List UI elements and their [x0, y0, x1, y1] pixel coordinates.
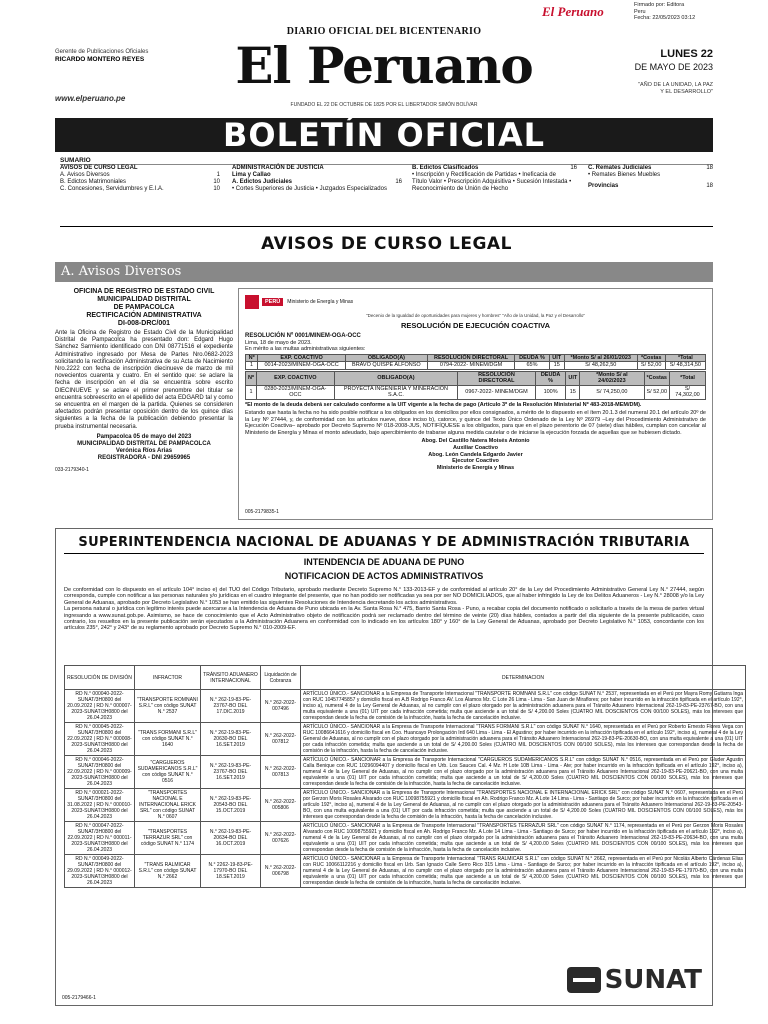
cell-det: ARTÍCULO ÚNICO.- SANCIONAR a la Empresa de Transporte Internacional "TRANS FORMANI S.R.L" con código SUNAT N.° 1640, representada en el Perú por Roberto Ernesto Flores Vega con RUC 10086641616 y domicilio fiscal en Coo. Huancayo Prolongación Intl 640 Lima - Lima - El Agustino; por haber incurrido en la infracción tipificada en el artículo 192°, inciso a), numeral 4 de la Ley General de Aduanas, al no cumplir con el plazo otorgado por la administración aduanera para el Tránsito Aduanero Internacional 262-19-83-PE-20630-BO, con una multa equivalente a una (01) UIT por cada infracción cometida; multa que asciende a un total de S/ 4,200.00 Soles (CUATRO MIL DOSCIENTOS CON 00/100 SOLES), más los intereses que correspondan desde la fecha de comisión de la infracción, hasta la fecha de cancelación inclusive.	[301, 723, 746, 756]
cell-liq: N.° 262-2022-006798	[261, 855, 301, 888]
oficina-body: Ante la Oficina de Registro de Estado Civil de la Municipalidad Distrital de Pampacolca ha presentado don: Edgard Hugo Sánchez Sarmiento identificado con DNI 08771516 el expediente Administrativo ingresado por Mesa de Partes Nro.0682-2023 solicitando la rectificación Administrativa de su Acta de Nacimiento Nro.2222 con fecha de inscripción diecinueve de marzo de mil novecientos cuarenta y cuatro. En el sentido que: se aclare la fecha de inscripción en el día se encuentra sobre escrito DIECINUEVE y se aclare el primer prenombre del titular se encuentra sobreescrito en el apellido del acta EDGARD tal y como se encuentra en el margen de la partida. Quienes se consideren afectados podrán presentar oposición dentro de los quince días siguientes a la fecha de la publicación debiendo presentar la prueba instrumental necesaria.	[55, 330, 233, 430]
table-row: 1 0280-2023/MINEM-OGA-OCC PROYECTA INGENIERÍA Y MINERACIÓN S.A.C. 0967-2022- MINEM/DGM 100% 15 S/ 74,250,00 S/ 52,00 S/ 74,302,00	[246, 385, 706, 399]
cell-inf: "TRANSPORTE ROMNANI S.R.L" con código SUNAT N.° 2537	[135, 690, 201, 723]
sunat-mark-icon	[567, 967, 601, 993]
cell-det: ARTÍCULO ÚNICO.- SANCIONAR a la Empresa de Transporte Internacional "TRANS RALMICAR S.R.L" con código SUNAT N.° 2662, representada en el Perú por Nicolás Alberto Cárdenas Elias con RUC 10066112216 y domicilio fiscal en Urb. San Ignacio Calle Serro Rico 315 Lima - Lima - Santiago de Surco; por haber incurrido en la infracción tipificada en el artículo 192°, inciso a), numeral 4 de la Ley General de Aduanas, al no cumplir con el plazo otorgado por la administración aduanera para el Tránsito Aduanero Internacional 262-19-83-PE-17970-BO, con una multa equivalente a una (01) UIT por cada infracción cometida; multa que asciende a un total de S/ 4,200.00 Soles (CUATRO MIL DOSCIENTOS CON 00/100 SOLES), más los intereses que correspondan desde la fecha de comisión de la infracción, hasta la fecha de cancelación inclusive.	[301, 855, 746, 888]
section-title: AVISOS DE CURSO LEGAL	[261, 234, 512, 254]
minem-notice: PERÚ Ministerio de Energía y Minas "Decenio de la Igualdad de oportunidades para mujeres y hombres" "Año de la Unidad, la Paz y el Desarrollo" RESOLUCIÓN DE EJECUCIÓN COACTIVA RESOLUCIÓN Nº 0001/MINEM-OGA-OCC Lima, 18 de mayo de 2023. En mérito a las multas administrativas siguientes: Nº EXP. COACTIVO OBLIGADO(A) RESOLUCIÓN DIRECTORAL DEUDA % UIT *Monto S/ al 26/01/2023 *Costas *Total 1 0014-2023/MINEM-OGA-OCC BRAVO QUISPE ALFONSO 0794-2022- MINEM/DGM 65% 15 S/ 48,262,50 S/ 52,00 S/ 48,314,50 Nº EXP. COACTIVO OBLIGADO(A) RESOLUCIÓN DIRECTORAL DEUDA % UIT *Monto S/ al 24/02/2023 *Costas *Total 1 0280-2023/MINEM-OGA-OCC PROYECTA INGENIERÍA Y MINERACIÓN S.A.C. 0967-2022- MINEM/DGM 100% 15 S/ 74,250,00 S/ 52,00 S/ 74,302,00 *El monto de la deuda deberá ser calculado conforme a la UIT vigente a la fecha de pago (Artículo 3º de la Resolución Ministerial Nº 483-2018-MEM/DM). Estando que hasta la fecha no ha sido posible notificar a los obligados en los domicilios por ellos consignados, a mérito de lo dispuesto en el ítem 20.1.3 del numeral 20.1 del artículo 20º de la Ley Nº 27444, y, de conformidad con los artículos nueve, doce inciso b), catorce, y quince del Texto Único Ordenado de la Ley Nº 26979 –Ley del Procedimiento Administrativo de Ejecución Coactiva– aprobado por Decreto Supremo Nº 018-2008-JUS, NOTIFÍQUESE a los obligados, para que en el plazo perentorio de 07 (siete) días hábiles, cumplan con cancelar al Ministerio de Energía y Minas el monto adeudado, bajo apercibimiento de trabarse alguna medida cautelar o de iniciarse la ejecución forzada de aquellas que se hubiesen dictado. Abog. Del Castillo Natera Moisés Antonio Auxiliar Coactivo Abog. León Candela Edgardo Javier Ejecutor Coactivo Ministerio de Energía y Minas 005-2179835-1	[238, 288, 713, 520]
table-row: 1 0014-2023/MINEM-OGA-OCC BRAVO QUISPE ALFONSO 0794-2022- MINEM/DGM 65% 15 S/ 48,262,50 S/ 52,00 S/ 48,314,50	[246, 362, 706, 370]
table-row	[65, 822, 746, 855]
minem-header: PERÚ Ministerio de Energía y Minas	[245, 293, 706, 311]
boletin-banner: BOLETÍN OFICIAL	[55, 118, 713, 152]
sunat-table: RESOLUCIÓN DE DIVISIÓN INFRACTOR TRÁNSITO ADUANERO INTERNACIONAL Liquidación de Cobranza DETERMINACION RD N.° 000040-2022-SUNAT/3H0800 del 20.09.2022 | RD N.° 000007-2023-SUNAT/3H0800 del 26.04.2023 "TRANSPORTE ROMNANI S.R.L" con código SUNAT N.° 2537 N.° 262-19-83-PE-23767-BO DEL 17.DIC.2019 N.° 262-2022-007496 ARTÍCULO ÚNICO.- SANCIONAR a la Empresa de Transporte Internacional "TRANSPORTE ROMNANI S.R.L" con código SUNAT N.° 2537, representada en el Perú por Mayra Romy Gutiarra Inga con RUC 10457745857 y domicilio fiscal en A.B Rodrigo Franco AV. Los Álamos Mz. C Lote 26 Lima - Lima - San Juan de Miraflores; por haber incurrido en la infracción tipificada en el artículo 192°, inciso a), numeral 4 de la Ley General de Aduanas, al no cumplir con el plazo otorgado por la administración aduanera para el Tránsito Aduanero Internacional 262-19-83-PE-23767-BO, con una multa equivalente a una (01) UIT por cada infracción cometida; multa que asciende a un total de S/ 4,200.00 Soles (CUATRO MIL DOSCIENTOS CON 00/100 SOLES), más los intereses que correspondan desde la fecha de comisión de la infracción, hasta la fecha de cancelación inclusive. RD N.° 000045-2022-SUNAT/3H0800 del 22.09.2022 | RD N.° 000008-2023-SUNAT/3H0800 del 26.04.2023 "TRANS FORMANI S.R.L" con código SUNAT N.° 1640 N.° 262-19-83-PE-20630-BO DEL 16.SET.2019 N.° 262-2022-007812 ARTÍCULO ÚNICO.- SANCIONAR a la Empresa de Transporte Internacional "TRANS FORMANI S.R.L" con código SUNAT N.° 1640, representada en el Perú por Roberto Ernesto Flores Vega con RUC 10086641616 y domicilio fiscal en Coo. Huancayo Prolongación Intl 640 Lima - Lima - El Agustino; por haber incurrido en la infracción tipificada en el artículo 192°, inciso a), numeral 4 de la Ley General de Aduanas, al no cumplir con el plazo otorgado por la administración aduanera para el Tránsito Aduanero Internacional 262-19-83-PE-20630-BO, con una multa equivalente a una (01) UIT por cada infracción cometida; multa que asciende a un total de S/ 4,200.00 Soles (CUATRO MIL DOSCIENTOS CON 00/100 SOLES), más los intereses que correspondan desde la fecha de comisión de la infracción, hasta la fecha de cancelación inclusive. RD N.° 000046-2022-SUNAT/3H0800 del 22.09.2022 | RD N.° 000009-2023-SUNAT/3H0800 del 26.04.2023 "CARGUEROS SUDAMERICANOS S.R.L" con código SUNAT N.° 0516 N.° 262-19-83-PE-23767-BO DEL 16.SET.2019 N.° 262-2022-007813 ARTÍCULO ÚNICO.- SANCIONAR a la Empresa de Transporte Internacional "CARGUEROS SUDAMERICANOS S.R.L" con código SUNAT N.° 0516, representada en el Perú por Gluder Agustin Calla Benique con RUC 10296094407 y domicilio fiscal en Urb. Los Sauces Cal. 4 Mz. H Lote 10B Lima - Lima - Ate; por haber incurrido en la infracción tipificada en el artículo 192°, inciso a), numeral 4 de la Ley General de Aduanas, al no cumplir con el plazo otorgado por la administración aduanera para el Tránsito Aduanero Internacional 262-19-83-PE-20621-BO, con una multa equivalente a una (01) UIT por cada infracción cometida; multa que asciende a un total de S/ 4,200.00 Soles (CUATRO MIL DOSCIENTOS CON 00/100 SOLES), más los intereses que correspondan desde la fecha de comisión de la infracción, hasta la fecha de cancelación inclusive. RD N.° 000021-2022-SUNAT/3H0800 del 31.08.2022 | RD N.° 000010-2023-SUNAT/3H0800 del 26.04.2023 "TRANSPORTES NACIONAL E INTERNACIONAL ERICK SRL" con código SUNAT N.° 0607 N.° 262-19-83-PE-20543-BO DEL 15.OCT.2019 N.° 262-2022-005806 ARTÍCULO ÚNICO.- SANCIONAR a la Empresa de Transporte Internacional "TRANSPORTES NACIONAL E INTERNACIONAL ERICK SRL" con código SUNAT N.° 0607, representada en el Perú por Gerzon Moris Rosales Alvarado con RUC 10098755921 y domicilio fiscal en Ah. Rodrigo Franco Mz. A Lote 14 Lima - Lima - Santiago de Surco; por haber incurrido en la infracción tipificada en el artículo 192°, inciso a), numeral 4 de la Ley General de Aduanas, al no cumplir con el plazo otorgado por la administración aduanera para el Tránsito Aduanero Internacional 262-19-83-PE-20543-BO, con una multa equivalente a una (01) UIT por cada infracción cometida; multa que asciende a un total de S/ 4,200.00 Soles (CUATRO MIL DOSCIENTOS CON 00/100 SOLES), más los intereses que correspondan desde la fecha de comisión de la infracción, hasta la fecha de cancelación inclusive. RD N.° 000047-2022-SUNAT/3H0800 del 22.09.2022 | RD N.° 000011-2023-SUNAT/3H0800 del 26.04.2023 "TRANSPORTES TERRAZUR SRL" con código SUNAT N.° 1174 N.° 262-19-83-PE-20634-BO DEL 16.OCT.2019 N.° 262-2022-007626 ARTÍCULO ÚNICO.- SANCIONAR a la Empresa de Transporte Internacional "TRANSPORTES TERRAZUR SRL" con código SUNAT N.° 1174, representada en el Perú por Gerzon Moris Rosales Alvarado con RUC 10098755921 y domicilio fiscal en Ah. Rodrigo Franco Mz. A Lote 14 Lima - Lima - Santiago de Surco; por haber incurrido en la infracción tipificada en el artículo 192°, inciso a), numeral 4 de la Ley General de Aduanas, al no cumplir con el plazo otorgado por la administración aduanera para el Tránsito Aduanero Internacional 262-19-83-PE-20634-BO, con una multa equivalente a una (01) UIT por cada infracción cometida; multa que asciende a un total de S/ 4,200.00 Soles (CUATRO MIL DOSCIENTOS CON 00/100 SOLES), más los intereses que correspondan desde la fecha de comisión de la infracción, hasta la fecha de cancelación inclusive. RD N.° 000049-2022-SUNAT/3H0800 del 29.09.2022 | RD N.° 000012-2023-SUNAT/3H0800 del 26.04.2023 "TRANS RALMICAR S.R.L" con código SUNAT N.° 2662 N.° 2262-19-83-PE-17970-BO DEL 18.SET.2019 N.° 262-2022-006798 ARTÍCULO ÚNICO.- SANCIONAR a la Empresa de Transporte Internacional "TRANS RALMICAR S.R.L" con código SUNAT N.° 2662, representada en el Perú por Nicolás Alberto Cárdenas Elias con RUC 10066112216 y domicilio fiscal en Urb. San Ignacio Calle Serro Rico 315 Lima - Lima - Santiago de Surco; por haber incurrido en la infracción tipificada en el artículo 192°, inciso a), numeral 4 de la Ley General de Aduanas, al no cumplir con el plazo otorgado por la administración aduanera para el Tránsito Aduanero Internacional 262-19-83-PE-17970-BO, con una multa equivalente a una (01) UIT por cada infracción cometida; multa que asciende a un total de S/ 4,200.00 Soles (CUATRO MIL DOSCIENTOS CON 00/100 SOLES), más los intereses que correspondan desde la fecha de comisión de la infracción, hasta la fecha de cancelación inclusive.	[64, 665, 746, 888]
cell-liq: N.° 262-2022-007813	[261, 756, 301, 789]
cell-res: RD N.° 000045-2022-SUNAT/3H0800 del 22.09.2022 | RD N.° 000008-2023-SUNAT/3H0800 del 26.04.2023	[65, 723, 135, 756]
cell-res: RD N.° 000047-2022-SUNAT/3H0800 del 22.09.2022 | RD N.° 000011-2023-SUNAT/3H0800 del 26.04.2023	[65, 822, 135, 855]
sumario-item[interactable]: A. Edictos Judiciales 16	[232, 179, 402, 185]
avisos-band: A. Avisos Diversos	[55, 262, 713, 282]
issue-date: LUNES 22 DE MAYO DE 2023 "AÑO DE LA UNIDAD, LA PAZ Y EL DESARROLLO"	[634, 48, 713, 95]
sumario-label: SUMARIO	[60, 157, 91, 164]
sumario	[60, 157, 713, 205]
cell-tai: N.° 262-19-83-PE-23767-BO DEL 17.DIC.2019	[201, 690, 261, 723]
cell-res: RD N.° 000040-2022-SUNAT/3H0800 del 20.09.2022 | RD N.° 000007-2023-SUNAT/3H0800 del 26.04.2023	[65, 690, 135, 723]
cell-liq: N.° 262-2022-007496	[261, 690, 301, 723]
masthead	[55, 22, 713, 112]
cell-inf: "CARGUEROS SUDAMERICANOS S.R.L" con código SUNAT N.° 0516	[135, 756, 201, 789]
site-url[interactable]: www.elperuano.pe	[55, 94, 126, 103]
sumario-item[interactable]: B. Edictos Matrimoniales 10	[60, 179, 220, 185]
diario-label: DIARIO OFICIAL DEL BICENTENARIO	[286, 26, 482, 37]
sumario-item: • Cortes Superiores de Justicia • Juzgados Especializados	[232, 186, 387, 192]
sunat-title: SUPERINTENDENCIA NACIONAL DE ADUANAS Y DE ADMINISTRACIÓN TRIBUTARIA	[64, 535, 704, 554]
minem-signatures: Abog. Del Castillo Natera Moisés Antonio Auxiliar Coactivo Abog. León Candela Edgardo Javier Ejecutor Coactivo Ministerio de Energía y Minas	[421, 438, 530, 472]
sumario-item[interactable]: A. Avisos Diversos 1	[60, 172, 220, 178]
cell-tai: N.° 262-19-83-PE-23767-BO DEL 16.SET.2019	[201, 756, 261, 789]
sunat-notice: SUPERINTENDENCIA NACIONAL DE ADUANAS Y DE ADMINISTRACIÓN TRIBUTARIA INTENDENCIA DE ADUANA DE PUNO NOTIFICACION DE ACTOS ADMINISTRATIVOS De conformidad con lo dispuesto en el artículo 104° inciso e) del TUO del Código Tributario, aprobado mediante Decreto Supremo N.° 133-2013-EF y de conformidad al artículo 20° de la Ley del Procedimiento Administrativo General Ley N.° 27444, según corresponda, cumple con notificar a las personas naturales y/o jurídicas en el cuadro integrante del presente, que no han podido ser notificadas ya sea por ser NO DOMICILIADOS, que al haber infringido la Ley de los Delitos Aduaneros - Ley N.° 28008 y/o la Ley General de Aduanas, aprobado por Decreto Legislativo N.° 1053 se han emitido las siguientes Resoluciones de Intendencia decretando los actos administrativos. La persona natural o jurídica con legítimo interés puede acercarse a la Intendencia de Aduana de Puno ubicada en la Av. Santa Rosa N.° 475, Barrio Santa Rosa - Puno, a recabar copia del documento notificado o solicitarlo a través de la mesa de partes virtual ingresando a www.sunat.gob.pe. Asimismo, se hace de conocimiento que el Acto Administrativo objeto de notificación podrá ser reclamado dentro del término de veinte (20) días hábiles, contados a partir del día siguiente de la presente publicación, caso contrario, los resueltos en la presente publicación serán ejecutados a la Administración Aduanera en conformidad con lo indicado en los artículos 180° y 160° de la Ley General de Aduanas, aprobado por Decreto Legislativo N.° 1053, concordante con los artículos 235°, 242° y 243° de su reglamento aprobado por Decreto Supremo N.° 010-2009-EF. RESOLUCIÓN DE DIVISIÓN INFRACTOR TRÁNSITO ADUANERO INTERNACIONAL Liquidación de Cobranza DETERMINACION RD N.° 000040-2022-SUNAT/3H0800 del 20.09.2022 | RD N.° 000007-2023-SUNAT/3H0800 del 26.04.2023 "TRANSPORTE ROMNANI S.R.L" con código SUNAT N.° 2537 N.° 262-19-83-PE-23767-BO DEL 17.DIC.2019 N.° 262-2022-007496 ARTÍCULO ÚNICO.- SANCIONAR a la Empresa de Transporte Internacional "TRANSPORTE ROMNANI S.R.L" con código SUNAT N.° 2537, representada en el Perú por Mayra Romy Gutiarra Inga con RUC 10457745857 y domicilio fiscal en A.B Rodrigo Franco AV. Los Álamos Mz. C Lote 26 Lima - Lima - San Juan de Miraflores; por haber incurrido en la infracción tipificada en el artículo 192°, inciso a), numeral 4 de la Ley General de Aduanas, al no cumplir con el plazo otorgado por la administración aduanera para el Tránsito Aduanero Internacional 262-19-83-PE-23767-BO, con una multa equivalente a una (01) UIT por cada infracción cometida; multa que asciende a un total de S/ 4,200.00 Soles (CUATRO MIL DOSCIENTOS CON 00/100 SOLES), más los intereses que correspondan desde la fecha de comisión de la infracción, hasta la fecha de cancelación inclusive. RD N.° 000045-2022-SUNAT/3H0800 del 22.09.2022 | RD N.° 000008-2023-SUNAT/3H0800 del 26.04.2023 "TRANS FORMANI S.R.L" con código SUNAT N.° 1640 N.° 262-19-83-PE-20630-BO DEL 16.SET.2019 N.° 262-2022-007812 ARTÍCULO ÚNICO.- SANCIONAR a la Empresa de Transporte Internacional "TRANS FORMANI S.R.L" con código SUNAT N.° 1640, representada en el Perú por Roberto Ernesto Flores Vega con RUC 10086641616 y domicilio fiscal en Coo. Huancayo Prolongación Intl 640 Lima - Lima - El Agustino; por haber incurrido en la infracción tipificada en el artículo 192°, inciso a), numeral 4 de la Ley General de Aduanas, al no cumplir con el plazo otorgado por la administración aduanera para el Tránsito Aduanero Internacional 262-19-83-PE-20630-BO, con una multa equivalente a una (01) UIT por cada infracción cometida; multa que asciende a un total de S/ 4,200.00 Soles (CUATRO MIL DOSCIENTOS CON 00/100 SOLES), más los intereses que correspondan desde la fecha de comisión de la infracción, hasta la fecha de cancelación inclusive. RD N.° 000046-2022-SUNAT/3H0800 del 22.09.2022 | RD N.° 000009-2023-SUNAT/3H0800 del 26.04.2023 "CARGUEROS SUDAMERICANOS S.R.L" con código SUNAT N.° 0516 N.° 262-19-83-PE-23767-BO DEL 16.SET.2019 N.° 262-2022-007813 ARTÍCULO ÚNICO.- SANCIONAR a la Empresa de Transporte Internacional "CARGUEROS SUDAMERICANOS S.R.L" con código SUNAT N.° 0516, representada en el Perú por Gluder Agustin Calla Benique con RUC 10296094407 y domicilio fiscal en Urb. Los Sauces Cal. 4 Mz. H Lote 10B Lima - Lima - Ate; por haber incurrido en la infracción tipificada en el artículo 192°, inciso a), numeral 4 de la Ley General de Aduanas, al no cumplir con el plazo otorgado por la administración aduanera para el Tránsito Aduanero Internacional 262-19-83-PE-20621-BO, con una multa equivalente a una (01) UIT por cada infracción cometida; multa que asciende a un total de S/ 4,200.00 Soles (CUATRO MIL DOSCIENTOS CON 00/100 SOLES), más los intereses que correspondan desde la fecha de comisión de la infracción, hasta la fecha de cancelación inclusive. RD N.° 000021-2022-SUNAT/3H0800 del 31.08.2022 | RD N.° 000010-2023-SUNAT/3H0800 del 26.04.2023 "TRANSPORTES NACIONAL E INTERNACIONAL ERICK SRL" con código SUNAT N.° 0607 N.° 262-19-83-PE-20543-BO DEL 15.OCT.2019 N.° 262-2022-005806 ARTÍCULO ÚNICO.- SANCIONAR a la Empresa de Transporte Internacional "TRANSPORTES NACIONAL E INTERNACIONAL ERICK SRL" con código SUNAT N.° 0607, representada en el Perú por Gerzon Moris Rosales Alvarado con RUC 10098755921 y domicilio fiscal en Ah. Rodrigo Franco Mz. A Lote 14 Lima - Lima - Santiago de Surco; por haber incurrido en la infracción tipificada en el artículo 192°, inciso a), numeral 4 de la Ley General de Aduanas, al no cumplir con el plazo otorgado por la administración aduanera para el Tránsito Aduanero Internacional 262-19-83-PE-20543-BO, con una multa equivalente a una (01) UIT por cada infracción cometida; multa que asciende a un total de S/ 4,200.00 Soles (CUATRO MIL DOSCIENTOS CON 00/100 SOLES), más los intereses que correspondan desde la fecha de comisión de la infracción, hasta la fecha de cancelación inclusive. RD N.° 000047-2022-SUNAT/3H0800 del 22.09.2022 | RD N.° 000011-2023-SUNAT/3H0800 del 26.04.2023 "TRANSPORTES TERRAZUR SRL" con código SUNAT N.° 1174 N.° 262-19-83-PE-20634-BO DEL 16.OCT.2019 N.° 262-2022-007626 ARTÍCULO ÚNICO.- SANCIONAR a la Empresa de Transporte Internacional "TRANSPORTES TERRAZUR SRL" con código SUNAT N.° 1174, representada en el Perú por Gerzon Moris Rosales Alvarado con RUC 10098755921 y domicilio fiscal en Ah. Rodrigo Franco Mz. A Lote 14 Lima - Lima - Santiago de Surco; por haber incurrido en la infracción tipificada en el artículo 192°, inciso a), numeral 4 de la Ley General de Aduanas, al no cumplir con el plazo otorgado por la administración aduanera para el Tránsito Aduanero Internacional 262-19-83-PE-20634-BO, con una multa equivalente a una (01) UIT por cada infracción cometida; multa que asciende a un total de S/ 4,200.00 Soles (CUATRO MIL DOSCIENTOS CON 00/100 SOLES), más los intereses que correspondan desde la fecha de comisión de la infracción, hasta la fecha de cancelación inclusive. RD N.° 000049-2022-SUNAT/3H0800 del 29.09.2022 | RD N.° 000012-2023-SUNAT/3H0800 del 26.04.2023 "TRANS RALMICAR S.R.L" con código SUNAT N.° 2662 N.° 2262-19-83-PE-17970-BO DEL 18.SET.2019 N.° 262-2022-006798 ARTÍCULO ÚNICO.- SANCIONAR a la Empresa de Transporte Internacional "TRANS RALMICAR S.R.L" con código SUNAT N.° 2662, representada en el Perú por Nicolás Alberto Cárdenas Elias con RUC 10066112216 y domicilio fiscal en Urb. San Ignacio Calle Serro Rico 315 Lima - Lima - Santiago de Surco; por haber incurrido en la infracción tipificada en el artículo 192°, inciso a), numeral 4 de la Ley General de Aduanas, al no cumplir con el plazo otorgado por la administración aduanera para el Tránsito Aduanero Internacional 262-19-83-PE-17970-BO, con una multa equivalente a una (01) UIT por cada infracción cometida; multa que asciende a un total de S/ 4,200.00 Soles (CUATRO MIL DOSCIENTOS CON 00/100 SOLES), más los intereses que correspondan desde la fecha de comisión de la infracción, hasta la fecha de cancelación inclusive. 005-2179466-1 SUNAT	[55, 528, 713, 1006]
table-row	[65, 756, 746, 789]
cell-det: ARTÍCULO ÚNICO.- SANCIONAR a la Empresa de Transporte Internacional "CARGUEROS SUDAMERICANOS S.R.L" con código SUNAT N.° 0516, representada en el Perú por Gluder Agustin Calla Benique con RUC 10296094407 y domicilio fiscal en Urb. Los Sauces Cal. 4 Mz. H Lote 10B Lima - Lima - Ate; por haber incurrido en la infracción tipificada en el artículo 192°, inciso a), numeral 4 de la Ley General de Aduanas, al no cumplir con el plazo otorgado por la administración aduanera para el Tránsito Aduanero Internacional 262-19-83-PE-20621-BO, con una multa equivalente a una (01) UIT por cada infracción cometida; multa que asciende a un total de S/ 4,200.00 Soles (CUATRO MIL DOSCIENTOS CON 00/100 SOLES), más los intereses que correspondan desde la fecha de comisión de la infracción, hasta la fecha de cancelación inclusive.	[301, 756, 746, 789]
signature-lines: Firmado por: Editora Peru Fecha: 22/05/2023 03:12	[634, 2, 696, 21]
sunat-intro: De conformidad con lo dispuesto en el artículo 104° inciso e) del TUO del Código Tributario, aprobado mediante Decreto Supremo N.° 133-2013-EF y de conformidad al artículo 20° de la Ley del Procedimiento Administrativo General Ley N.° 27444, según corresponda, cumple con notificar a las personas naturales y/o jurídicas en el cuadro integrante del presente, que no han podido ser notificadas ya sea por ser NO DOMICILIADOS, que al haber infringido la Ley de los Delitos Aduaneros - Ley N.° 28008 y/o la Ley General de Aduanas, aprobado por Decreto Legislativo N.° 1053 se han emitido las siguientes Resoluciones de Intendencia decretando los actos administrativos. La persona natural o jurídica con legítimo interés puede acercarse a la Intendencia de Aduana de Puno ubicada en la Av. Santa Rosa N.° 475, Barrio Santa Rosa - Puno, a recabar copia del documento notificado o solicitarlo a través de la mesa de partes virtual ingresando a www.sunat.gob.pe. Asimismo, se hace de conocimiento que el Acto Administrativo objeto de notificación podrá ser reclamado dentro del término de veinte (20) días hábiles, contados a partir del día siguiente de la presente publicación, caso contrario, los resueltos en la presente publicación serán ejecutados a la Administración Aduanera en conformidad con lo indicado en los artículos 180° y 160° de la Ley General de Aduanas, aprobado por Decreto Legislativo N.° 1053, concordante con los artículos 235°, 242° y 243° de su reglamento aprobado por Decreto Supremo N.° 010-2009-EF.	[64, 587, 704, 632]
table-row	[65, 690, 746, 723]
sumario-item[interactable]: C. Concesiones, Servidumbres y E.I.A. 10	[60, 186, 220, 192]
minem-paragraph: Estando que hasta la fecha no ha sido posible notificar a los obligados en los domicilios por ellos consignados, a mérito de lo dispuesto en el ítem 20.1.3 del numeral 20.1 del artículo 20º de la Ley Nº 27444, y, de conformidad con los artículos nueve, doce inciso b), catorce, y quince del Texto Único Ordenado de la Ley Nº 26979 –Ley del Procedimiento Administrativo de Ejecución Coactiva– aprobado por Decreto Supremo Nº 018-2008-JUS, NOTIFÍQUESE a los obligados, para que en el plazo perentorio de 07 (siete) días hábiles, cumplan con cancelar al Ministerio de Energía y Minas el monto adeudado, bajo apercibimiento de trabarse alguna medida cautelar o de iniciarse la ejecución forzada de aquellas que se hubiesen dictado.	[245, 410, 706, 436]
cell-inf: "TRANS RALMICAR S.R.L" con código SUNAT N.° 2662	[135, 855, 201, 888]
digital-signature	[542, 2, 762, 24]
table-row	[65, 855, 746, 888]
cell-det: ARTÍCULO ÚNICO.- SANCIONAR a la Empresa de Transporte Internacional "TRANSPORTES TERRAZUR SRL" con código SUNAT N.° 1174, representada en el Perú por Gerzon Moris Rosales Alvarado con RUC 10098755921 y domicilio fiscal en Ah. Rodrigo Franco Mz. A Lote 14 Lima - Lima - Santiago de Surco; por haber incurrido en la infracción tipificada en el artículo 192°, inciso a), numeral 4 de la Ley General de Aduanas, al no cumplir con el plazo otorgado por la administración aduanera para el Tránsito Aduanero Internacional 262-19-83-PE-20634-BO, con una multa equivalente a una (01) UIT por cada infracción cometida; multa que asciende a un total de S/ 4,200.00 Soles (CUATRO MIL DOSCIENTOS CON 00/100 SOLES), más los intereses que correspondan desde la fecha de comisión de la infracción, hasta la fecha de cancelación inclusive.	[301, 822, 746, 855]
sumario-col-4: C. Remates Judiciales 18 • Remates Bienes Muebles Provincias 18	[588, 165, 713, 189]
cell-inf: "TRANS FORMANI S.R.L" con código SUNAT N.° 1640	[135, 723, 201, 756]
oficina-notice: OFICINA DE REGISTRO DE ESTADO CIVIL MUNICIPALIDAD DISTRITAL DE PAMPACOLCA RECTIFICACIÓN ADMINISTRATIVA DI-008-DRC/001 Ante la Oficina de Registro de Estado Civil de la Municipalidad Distrital de Pampacolca ha presentado don: Edgard Hugo Sánchez Sarmiento identificado con DNI 08771516 el expediente Administrativo ingresado por Mesa de Partes Nro.0682-2023 solicitando la rectificación Administrativa de su Acta de Nacimiento Nro.2222 con fecha de inscripción diecinueve de marzo de mil novecientos cuarenta y cuatro. En el sentido que: se aclare la fecha de inscripción en el día se encuentra sobre escrito DIECINUEVE y se aclare el primer prenombre del titular se encuentra sobreescrito en el apellido del acta EDGARD tal y como se encuentra en el margen de la partida. Quienes se consideren afectados podrán presentar oposición dentro de los quince días siguientes a la fecha de la publicación debiendo presentar la prueba instrumental necesaria. Pampacolca 05 de mayo del 2023 MUNICIPALIDAD DISTRITAL DE PAMPACOLCA Verónica Ríos Arias REGISTRADORA - DNI 29659965 033-2179340-1	[55, 288, 233, 473]
minem-title: RESOLUCIÓN DE EJECUCIÓN COACTIVA	[400, 320, 551, 330]
minem-table-2: Nº EXP. COACTIVO OBLIGADO(A) RESOLUCIÓN DIRECTORAL DEUDA % UIT *Monto S/ al 24/02/2023 *Costas *Total 1 0280-2023/MINEM-OGA-OCC PROYECTA INGENIERÍA Y MINERACIÓN S.A.C. 0967-2022- MINEM/DGM 100% 15 S/ 74,250,00 S/ 52,00 S/ 74,302,00	[245, 371, 706, 400]
cell-liq: N.° 262-2022-007812	[261, 723, 301, 756]
cell-inf: "TRANSPORTES TERRAZUR SRL" con código SUNAT N.° 1174	[135, 822, 201, 855]
cell-det: ARTÍCULO ÚNICO.- SANCIONAR a la Empresa de Transporte Internacional "TRANSPORTES NACIONAL E INTERNACIONAL ERICK SRL" con código SUNAT N.° 0607, representada en el Perú por Gerzon Moris Rosales Alvarado con RUC 10098755921 y domicilio fiscal en Ah. Rodrigo Franco Mz. A Lote 14 Lima - Lima - Santiago de Surco; por haber incurrido en la infracción tipificada en el artículo 192°, inciso a), numeral 4 de la Ley General de Aduanas, al no cumplir con el plazo otorgado por la administración aduanera para el Tránsito Aduanero Internacional 262-19-83-PE-20543-BO, con una multa equivalente a una (01) UIT por cada infracción cometida; multa que asciende a un total de S/ 4,200.00 Soles (CUATRO MIL DOSCIENTOS CON 00/100 SOLES), más los intereses que correspondan desde la fecha de comisión de la infracción, hasta la fecha de cancelación inclusive.	[301, 789, 746, 822]
cell-liq: N.° 262-2022-007626	[261, 822, 301, 855]
gerente-block: Gerente de Publicaciones Oficiales RICARDO MONTERO REYES	[55, 49, 149, 63]
minem-table-1: Nº EXP. COACTIVO OBLIGADO(A) RESOLUCIÓN DIRECTORAL DEUDA % UIT *Monto S/ al 26/01/2023 *Costas *Total 1 0014-2023/MINEM-OGA-OCC BRAVO QUISPE ALFONSO 0794-2022- MINEM/DGM 65% 15 S/ 48,262,50 S/ 52,00 S/ 48,314,50	[245, 354, 706, 370]
table-row	[65, 723, 746, 756]
cell-tai: N.° 262-19-83-PE-20543-BO DEL 15.OCT.2019	[201, 789, 261, 822]
sumario-col-2: ADMINISTRACIÓN DE JUSTICIA Lima y Callao A. Edictos Judiciales 16 • Cortes Superiores de Justicia • Juzgados Especializados	[232, 165, 402, 192]
cell-res: RD N.° 000049-2022-SUNAT/3H0800 del 29.09.2022 | RD N.° 000012-2023-SUNAT/3H0800 del 26.04.2023	[65, 855, 135, 888]
newspaper-title: El Peruano	[235, 36, 533, 95]
sumario-item[interactable]: Provincias 18	[588, 183, 713, 189]
cell-res: RD N.° 000021-2022-SUNAT/3H0800 del 31.08.2022 | RD N.° 000010-2023-SUNAT/3H0800 del 26.04.2023	[65, 789, 135, 822]
sumario-item[interactable]: C. Remates Judiciales 18	[588, 165, 713, 171]
cell-tai: N.° 262-19-83-PE-20634-BO DEL 16.OCT.2019	[201, 822, 261, 855]
cell-tai: N.° 262-19-83-PE-20630-BO DEL 16.SET.2019	[201, 723, 261, 756]
signature-logo: El Peruano	[542, 4, 604, 19]
cell-res: RD N.° 000046-2022-SUNAT/3H0800 del 22.09.2022 | RD N.° 000009-2023-SUNAT/3H0800 del 26.04.2023	[65, 756, 135, 789]
cell-tai: N.° 2262-19-83-PE-17970-BO DEL 18.SET.2019	[201, 855, 261, 888]
table-row	[65, 789, 746, 822]
fundado-line: FUNDADO EL 22 DE OCTUBRE DE 1825 POR EL LIBERTADOR SIMÓN BOLÍVAR	[290, 102, 478, 108]
cell-inf: "TRANSPORTES NACIONAL E INTERNACIONAL ERICK SRL" con código SUNAT N.° 0607	[135, 789, 201, 822]
cell-liq: N.° 262-2022-005806	[261, 789, 301, 822]
sumario-col-1: AVISOS DE CURSO LEGAL A. Avisos Diversos 1 B. Edictos Matrimoniales 10 C. Concesiones, Servidumbres y E.I.A. 10	[60, 165, 220, 192]
sumario-item[interactable]: B. Edictos Clasificados 16	[412, 165, 577, 171]
sunat-logo: SUNAT	[567, 965, 702, 995]
peru-shield-icon	[245, 295, 259, 309]
cell-det: ARTÍCULO ÚNICO.- SANCIONAR a la Empresa de Transporte Internacional "TRANSPORTE ROMNANI S.R.L" con código SUNAT N.° 2537, representada en el Perú por Mayra Romy Gutiarra Inga con RUC 10457745857 y domicilio fiscal en A.B Rodrigo Franco AV. Los Álamos Mz. C Lote 26 Lima - Lima - San Juan de Miraflores; por haber incurrido en la infracción tipificada en el artículo 192°, inciso a), numeral 4 de la Ley General de Aduanas, al no cumplir con el plazo otorgado por la administración aduanera para el Tránsito Aduanero Internacional 262-19-83-PE-23767-BO, con una multa equivalente a una (01) UIT por cada infracción cometida; multa que asciende a un total de S/ 4,200.00 Soles (CUATRO MIL DOSCIENTOS CON 00/100 SOLES), más los intereses que correspondan desde la fecha de comisión de la infracción, hasta la fecha de cancelación inclusive.	[301, 690, 746, 723]
sumario-col-3: B. Edictos Clasificados 16 • Inscripción y Rectificación de Partidas • Ineficacia de Título Valor • Prescripción Adquisitiva • Sucesión Intestada • Reconocimiento de Unión de Hecho	[412, 165, 577, 192]
